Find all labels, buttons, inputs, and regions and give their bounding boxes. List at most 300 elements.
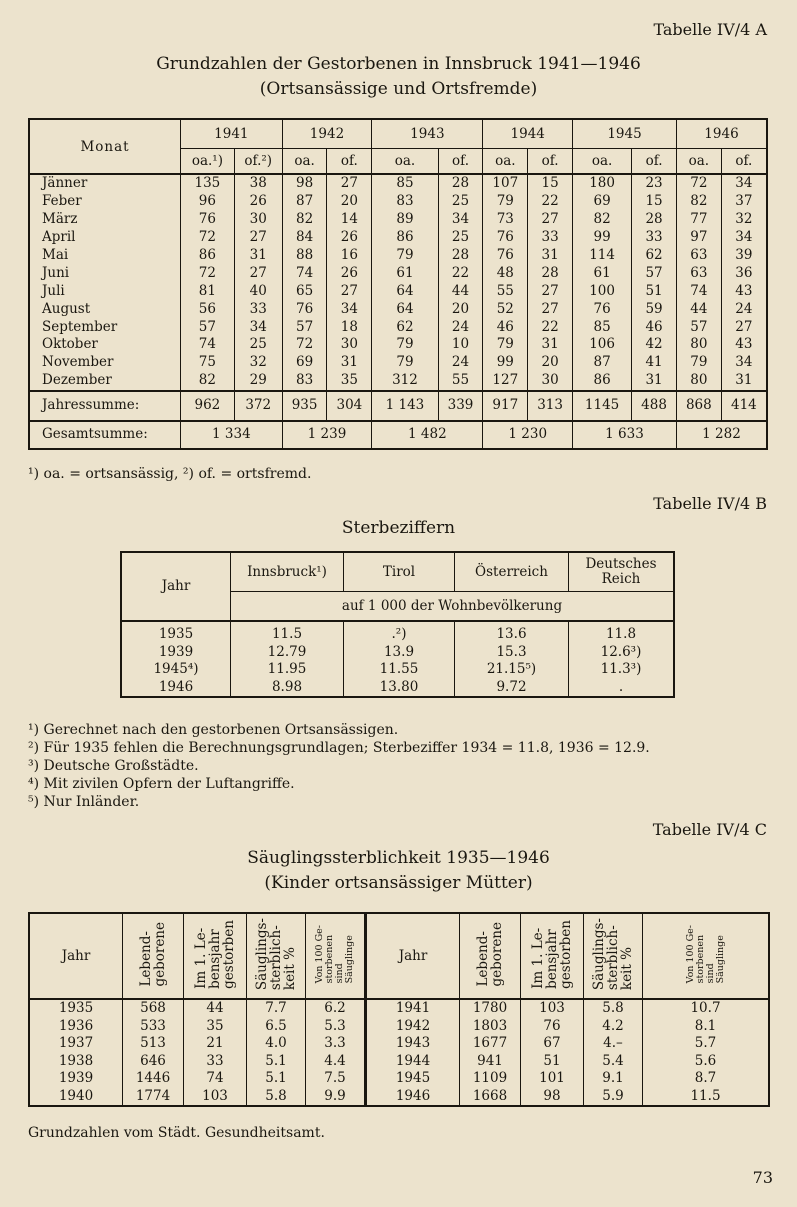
table-cell: 72 bbox=[181, 229, 235, 247]
table-cell: 84 bbox=[282, 229, 327, 247]
table-cell: 5.3 bbox=[306, 1018, 366, 1036]
table-cell: 34 bbox=[327, 300, 372, 318]
year-header-1941: 1941 bbox=[181, 119, 283, 149]
table-cell: 103 bbox=[184, 1088, 247, 1107]
table-cell: 20 bbox=[528, 354, 573, 372]
col-header-innsbruck: Innsbruck¹) bbox=[231, 552, 344, 592]
col-header-oesterreich: Österreich bbox=[455, 552, 569, 592]
table-cell: 30 bbox=[234, 211, 282, 229]
table-cell: 14 bbox=[327, 211, 372, 229]
grand-total-cell: 1 482 bbox=[372, 421, 483, 449]
table-cell: 27 bbox=[327, 282, 372, 300]
annual-sum-row bbox=[29, 391, 767, 421]
table-a-footnote: ¹) oa. = ortsansässig, ²) of. = ortsfremd. bbox=[28, 466, 312, 482]
subheader: of. bbox=[528, 149, 573, 175]
table-cell: 9.1 bbox=[584, 1070, 643, 1088]
table-cell: 106 bbox=[573, 336, 632, 354]
table-cell: 101 bbox=[521, 1070, 584, 1088]
table-cell: 1946 bbox=[366, 1088, 460, 1107]
table-cell: 4.– bbox=[584, 1035, 643, 1053]
table-cell: 43 bbox=[721, 282, 767, 300]
header-mortality-right-text: Säuglings- sterblich- keit % bbox=[591, 917, 635, 991]
table-cell: . bbox=[569, 679, 675, 698]
annual-sum-cell: 868 bbox=[676, 391, 721, 421]
table-row bbox=[29, 1088, 769, 1107]
table-cell: 79 bbox=[676, 354, 721, 372]
table-cell: 27 bbox=[528, 300, 573, 318]
table-cell: 89 bbox=[372, 211, 438, 229]
header-per100-left bbox=[306, 913, 366, 999]
table-cell: 15 bbox=[632, 193, 677, 211]
table-cell: 1109 bbox=[460, 1070, 521, 1088]
table-row bbox=[29, 211, 767, 229]
page-number: 73 bbox=[752, 1168, 773, 1187]
annual-sum-cell: 1 143 bbox=[372, 391, 438, 421]
table-cell: 26 bbox=[327, 264, 372, 282]
table-a bbox=[28, 118, 768, 450]
table-cell: 5.4 bbox=[584, 1053, 643, 1071]
table-cell: 24 bbox=[438, 318, 483, 336]
table-cell: 1944 bbox=[366, 1053, 460, 1071]
table-cell: 941 bbox=[460, 1053, 521, 1071]
subheader: oa. bbox=[676, 149, 721, 175]
year-cell: 1945⁴) bbox=[153, 661, 199, 678]
table-row bbox=[29, 300, 767, 318]
header-mortality-right bbox=[584, 913, 643, 999]
table-cell: 25 bbox=[234, 336, 282, 354]
header-live-births-right-text: Lebend- geborene bbox=[475, 921, 505, 987]
table-cell: 63 bbox=[676, 264, 721, 282]
table-cell: 13.9 bbox=[344, 644, 455, 662]
source-note: Grundzahlen vom Städt. Gesundheitsamt. bbox=[28, 1125, 325, 1141]
table-row bbox=[29, 193, 767, 211]
table-cell: 97 bbox=[676, 229, 721, 247]
table-cell: 27 bbox=[528, 282, 573, 300]
table-cell: 74 bbox=[181, 336, 235, 354]
table-cell: 1937 bbox=[58, 1035, 94, 1052]
table-cell: 34 bbox=[721, 229, 767, 247]
table-cell: 69 bbox=[573, 193, 632, 211]
annual-sum-cell: 935 bbox=[282, 391, 327, 421]
table-row bbox=[29, 318, 767, 336]
table-cell: 74 bbox=[676, 282, 721, 300]
table-cell: 61 bbox=[372, 264, 438, 282]
table-cell: 83 bbox=[372, 193, 438, 211]
table-cell: 33 bbox=[184, 1053, 247, 1071]
table-cell: 180 bbox=[573, 174, 632, 193]
table-cell: 103 bbox=[521, 999, 584, 1018]
table-cell: 31 bbox=[721, 372, 767, 391]
table-cell: 18 bbox=[327, 318, 372, 336]
month-label: November bbox=[42, 354, 114, 371]
table-cell: 82 bbox=[282, 211, 327, 229]
table-cell: 31 bbox=[234, 247, 282, 265]
table-cell: 81 bbox=[181, 282, 235, 300]
annual-sum-cell: 488 bbox=[632, 391, 677, 421]
table-cell: 3.3 bbox=[306, 1035, 366, 1053]
grand-total-cell: 1 334 bbox=[181, 421, 283, 449]
col-header-deutsches-reich-text: Deutsches Reich bbox=[585, 556, 657, 587]
table-cell: 33 bbox=[234, 300, 282, 318]
table-cell: 46 bbox=[483, 318, 528, 336]
table-c-subtitle: (Kinder ortsansässiger Mütter) bbox=[264, 873, 533, 893]
table-cell: 76 bbox=[521, 1018, 584, 1036]
table-cell: 135 bbox=[181, 174, 235, 193]
annual-sum-cell: 414 bbox=[721, 391, 767, 421]
table-cell: 34 bbox=[438, 211, 483, 229]
table-cell: 31 bbox=[528, 336, 573, 354]
table-cell: 74 bbox=[282, 264, 327, 282]
table-cell: 72 bbox=[282, 336, 327, 354]
month-label: Juli bbox=[42, 282, 65, 299]
table-cell: 79 bbox=[372, 354, 438, 372]
table-row bbox=[121, 644, 674, 662]
table-cell: 51 bbox=[632, 282, 677, 300]
table-cell: 8.98 bbox=[231, 679, 344, 698]
table-cell: 98 bbox=[521, 1088, 584, 1107]
table-b-footnotes bbox=[28, 721, 650, 811]
table-row bbox=[29, 247, 767, 265]
grand-total-cell: 1 282 bbox=[676, 421, 767, 449]
table-cell: 27 bbox=[721, 318, 767, 336]
table-cell: 15.3 bbox=[455, 644, 569, 662]
header-live-births-left-text: Lebend- geborene bbox=[138, 921, 168, 987]
table-cell: 35 bbox=[327, 372, 372, 391]
month-label: Feber bbox=[42, 193, 82, 210]
footnote: ³) Deutsche Großstädte. bbox=[28, 758, 199, 774]
table-cell: 13.80 bbox=[344, 679, 455, 698]
table-row bbox=[29, 174, 767, 193]
table-cell: 62 bbox=[372, 318, 438, 336]
table-cell: 38 bbox=[234, 174, 282, 193]
table-cell: 72 bbox=[181, 264, 235, 282]
table-cell: 34 bbox=[721, 354, 767, 372]
table-cell: 63 bbox=[676, 247, 721, 265]
table-cell: 1943 bbox=[366, 1035, 460, 1053]
subheader: oa. bbox=[282, 149, 327, 175]
subheader: of. bbox=[327, 149, 372, 175]
table-cell: 87 bbox=[573, 354, 632, 372]
table-cell: 48 bbox=[483, 264, 528, 282]
month-label: September bbox=[42, 318, 118, 335]
table-cell: 4.4 bbox=[306, 1053, 366, 1071]
table-cell: 82 bbox=[181, 372, 235, 391]
header-per100-left-text: Von 100 Ge- storbenen sind Säuglinge bbox=[314, 924, 355, 984]
table-row bbox=[121, 661, 674, 679]
table-cell: 36 bbox=[721, 264, 767, 282]
table-row bbox=[29, 1035, 769, 1053]
table-cell: 533 bbox=[123, 1018, 184, 1036]
table-row bbox=[29, 336, 767, 354]
table-cell: 27 bbox=[234, 264, 282, 282]
table-a-subtitle: (Ortsansässige und Ortsfremde) bbox=[259, 79, 538, 99]
table-cell: 15 bbox=[528, 174, 573, 193]
table-cell: 25 bbox=[438, 193, 483, 211]
table-cell: 55 bbox=[438, 372, 483, 391]
table-cell: 12.79 bbox=[231, 644, 344, 662]
grand-total-label: Gesamtsumme: bbox=[29, 421, 181, 449]
grand-total-cell: 1 230 bbox=[483, 421, 573, 449]
table-cell: 80 bbox=[676, 372, 721, 391]
table-cell: 12.6³) bbox=[569, 644, 675, 662]
table-a-label: Tabelle IV/4 A bbox=[653, 20, 767, 39]
table-cell: 80 bbox=[676, 336, 721, 354]
table-cell: 96 bbox=[181, 193, 235, 211]
table-cell: 4.0 bbox=[247, 1035, 306, 1053]
annual-sum-cell: 917 bbox=[483, 391, 528, 421]
table-cell: 10 bbox=[438, 336, 483, 354]
table-cell: 1938 bbox=[58, 1052, 94, 1069]
table-b-title: Sterbeziffern bbox=[341, 518, 456, 538]
header-died-left bbox=[184, 913, 247, 999]
table-cell: 87 bbox=[282, 193, 327, 211]
table-cell: 85 bbox=[573, 318, 632, 336]
table-cell: 1940 bbox=[58, 1087, 94, 1104]
table-cell: 40 bbox=[234, 282, 282, 300]
table-cell: 4.2 bbox=[584, 1018, 643, 1036]
table-cell: 5.8 bbox=[584, 999, 643, 1018]
table-cell: 5.7 bbox=[643, 1035, 770, 1053]
table-cell: 11.95 bbox=[231, 661, 344, 679]
table-cell: 27 bbox=[528, 211, 573, 229]
annual-sum-cell: 1145 bbox=[573, 391, 632, 421]
footnote: ²) Für 1935 fehlen die Berechnungsgrundlagen; Sterbeziffer 1934 = 11.8, 1936 = 12.9. bbox=[28, 740, 650, 756]
table-cell: 86 bbox=[181, 247, 235, 265]
header-per100-right bbox=[643, 913, 770, 999]
table-cell: 1936 bbox=[58, 1017, 94, 1034]
table-cell: 29 bbox=[234, 372, 282, 391]
table-cell: 85 bbox=[372, 174, 438, 193]
year-header-1946: 1946 bbox=[676, 119, 767, 149]
table-cell: 34 bbox=[721, 174, 767, 193]
table-cell: 52 bbox=[483, 300, 528, 318]
table-cell: 72 bbox=[676, 174, 721, 193]
table-row bbox=[29, 264, 767, 282]
table-cell: 11.3³) bbox=[569, 661, 675, 679]
year-header-1942: 1942 bbox=[282, 119, 372, 149]
table-row bbox=[29, 282, 767, 300]
table-cell: 22 bbox=[438, 264, 483, 282]
table-cell: 88 bbox=[282, 247, 327, 265]
table-cell: 8.7 bbox=[643, 1070, 770, 1088]
table-cell: 57 bbox=[181, 318, 235, 336]
footnote: ¹) Gerechnet nach den gestorbenen Ortsansässigen. bbox=[28, 722, 399, 738]
table-cell: 6.5 bbox=[247, 1018, 306, 1036]
year-cell: 1946 bbox=[158, 678, 194, 695]
table-cell: 1803 bbox=[460, 1018, 521, 1036]
table-cell: 114 bbox=[573, 247, 632, 265]
subheader: oa. bbox=[573, 149, 632, 175]
month-label: Jänner bbox=[42, 175, 88, 192]
table-cell: 1945 bbox=[366, 1070, 460, 1088]
table-cell: 1774 bbox=[123, 1088, 184, 1107]
subheader: of. bbox=[438, 149, 483, 175]
grand-total-cell: 1 633 bbox=[573, 421, 677, 449]
table-cell: 59 bbox=[632, 300, 677, 318]
table-cell: 62 bbox=[632, 247, 677, 265]
table-b bbox=[120, 551, 675, 698]
subheader: of.²) bbox=[234, 149, 282, 175]
table-cell: 99 bbox=[483, 354, 528, 372]
table-cell: 57 bbox=[282, 318, 327, 336]
table-cell: 44 bbox=[184, 999, 247, 1018]
table-cell: 107 bbox=[483, 174, 528, 193]
table-cell: 82 bbox=[573, 211, 632, 229]
table-cell: 22 bbox=[528, 193, 573, 211]
table-cell: 51 bbox=[521, 1053, 584, 1071]
subheader: oa. bbox=[483, 149, 528, 175]
table-cell: 39 bbox=[721, 247, 767, 265]
table-cell: 1668 bbox=[460, 1088, 521, 1107]
header-died-right-text: Im 1. Le- bensjahr gestorben bbox=[530, 919, 574, 989]
table-cell: 23 bbox=[632, 174, 677, 193]
table-cell: 6.2 bbox=[306, 999, 366, 1018]
table-cell: 69 bbox=[282, 354, 327, 372]
table-cell: 74 bbox=[184, 1070, 247, 1088]
table-cell: 56 bbox=[181, 300, 235, 318]
table-cell: 65 bbox=[282, 282, 327, 300]
table-cell: 33 bbox=[632, 229, 677, 247]
header-mortality-left-text: Säuglings- sterblich- keit % bbox=[254, 917, 298, 991]
table-row bbox=[29, 1018, 769, 1036]
table-cell: 16 bbox=[327, 247, 372, 265]
table-cell: 22 bbox=[528, 318, 573, 336]
table-row bbox=[29, 229, 767, 247]
table-row bbox=[29, 1070, 769, 1088]
header-died-right bbox=[521, 913, 584, 999]
table-cell: 127 bbox=[483, 372, 528, 391]
table-cell: 11.5 bbox=[231, 621, 344, 644]
table-cell: 34 bbox=[234, 318, 282, 336]
table-cell: 76 bbox=[483, 247, 528, 265]
table-cell: 13.6 bbox=[455, 621, 569, 644]
table-cell: 79 bbox=[372, 336, 438, 354]
table-cell: 11.8 bbox=[569, 621, 675, 644]
annual-sum-cell: 372 bbox=[234, 391, 282, 421]
table-cell: 5.9 bbox=[584, 1088, 643, 1107]
table-cell: 32 bbox=[234, 354, 282, 372]
table-cell: 26 bbox=[234, 193, 282, 211]
table-row bbox=[29, 999, 769, 1018]
table-cell: 55 bbox=[483, 282, 528, 300]
table-cell: 28 bbox=[528, 264, 573, 282]
table-cell: 79 bbox=[483, 193, 528, 211]
year-header-1945: 1945 bbox=[573, 119, 677, 149]
table-a-title: Grundzahlen der Gestorbenen in Innsbruck 1941—1946 bbox=[156, 54, 641, 74]
table-cell: 28 bbox=[438, 247, 483, 265]
table-c bbox=[28, 912, 770, 1107]
month-label: Oktober bbox=[42, 336, 98, 353]
table-cell: 20 bbox=[438, 300, 483, 318]
table-c-label: Tabelle IV/4 C bbox=[652, 820, 767, 839]
table-cell: 646 bbox=[123, 1053, 184, 1071]
annual-sum-cell: 304 bbox=[327, 391, 372, 421]
table-cell: 11.55 bbox=[344, 661, 455, 679]
table-cell: 10.7 bbox=[643, 999, 770, 1018]
table-cell: 86 bbox=[573, 372, 632, 391]
table-cell: 77 bbox=[676, 211, 721, 229]
table-cell: 86 bbox=[372, 229, 438, 247]
table-cell: 1942 bbox=[366, 1018, 460, 1036]
table-cell: 312 bbox=[372, 372, 438, 391]
year-cell: 1935 bbox=[158, 626, 194, 643]
table-cell: 98 bbox=[282, 174, 327, 193]
annual-sum-cell: 962 bbox=[181, 391, 235, 421]
header-live-births-left bbox=[123, 913, 184, 999]
table-cell: 21 bbox=[184, 1035, 247, 1053]
table-cell: 83 bbox=[282, 372, 327, 391]
year-cell: 1939 bbox=[158, 643, 194, 660]
table-cell: 43 bbox=[721, 336, 767, 354]
year-header-1944: 1944 bbox=[483, 119, 573, 149]
table-cell: 31 bbox=[632, 372, 677, 391]
annual-sum-cell: 313 bbox=[528, 391, 573, 421]
subheader: oa. bbox=[372, 149, 438, 175]
table-cell: 76 bbox=[181, 211, 235, 229]
header-mortality-left bbox=[247, 913, 306, 999]
table-cell: 61 bbox=[573, 264, 632, 282]
header-jahr-left: Jahr bbox=[29, 913, 123, 999]
annual-sum-cell: 339 bbox=[438, 391, 483, 421]
table-cell: 32 bbox=[721, 211, 767, 229]
table-cell: 1939 bbox=[58, 1070, 94, 1087]
header-live-births-right bbox=[460, 913, 521, 999]
table-cell: 99 bbox=[573, 229, 632, 247]
table-row bbox=[121, 679, 674, 698]
table-cell: 76 bbox=[282, 300, 327, 318]
table-cell: 64 bbox=[372, 282, 438, 300]
unit-header: auf 1 000 der Wohnbevölkerung bbox=[231, 592, 675, 622]
table-cell: 67 bbox=[521, 1035, 584, 1053]
table-cell: 30 bbox=[327, 336, 372, 354]
table-cell: 44 bbox=[676, 300, 721, 318]
table-cell: 30 bbox=[528, 372, 573, 391]
table-cell: 31 bbox=[528, 247, 573, 265]
table-row bbox=[121, 621, 674, 644]
table-cell: 82 bbox=[676, 193, 721, 211]
table-cell: 79 bbox=[372, 247, 438, 265]
table-cell: 24 bbox=[438, 354, 483, 372]
table-cell: 33 bbox=[528, 229, 573, 247]
footnote: ⁴) Mit zivilen Opfern der Luftangriffe. bbox=[28, 776, 295, 792]
corner-header-monat: Monat bbox=[29, 119, 181, 174]
table-row bbox=[29, 1053, 769, 1071]
corner-header-jahr: Jahr bbox=[121, 552, 231, 621]
table-cell: 5.8 bbox=[247, 1088, 306, 1107]
table-cell: 73 bbox=[483, 211, 528, 229]
table-cell: 7.7 bbox=[247, 999, 306, 1018]
table-c-title: Säuglingssterblichkeit 1935—1946 bbox=[247, 848, 550, 868]
table-cell: 1677 bbox=[460, 1035, 521, 1053]
table-b-label: Tabelle IV/4 B bbox=[653, 494, 767, 513]
month-label: April bbox=[42, 229, 76, 246]
table-cell: 57 bbox=[632, 264, 677, 282]
table-cell: 26 bbox=[327, 229, 372, 247]
table-cell: .²) bbox=[344, 621, 455, 644]
table-cell: 24 bbox=[721, 300, 767, 318]
table-cell: 41 bbox=[632, 354, 677, 372]
month-label: März bbox=[42, 211, 78, 228]
table-cell: 1941 bbox=[366, 999, 460, 1018]
table-cell: 28 bbox=[438, 174, 483, 193]
table-cell: 7.5 bbox=[306, 1070, 366, 1088]
table-cell: 100 bbox=[573, 282, 632, 300]
header-per100-right-text: Von 100 Ge- storbenen sind Säuglinge bbox=[684, 924, 726, 984]
col-header-tirol: Tirol bbox=[344, 552, 455, 592]
year-header-1943: 1943 bbox=[372, 119, 483, 149]
table-cell: 79 bbox=[483, 336, 528, 354]
table-cell: 42 bbox=[632, 336, 677, 354]
